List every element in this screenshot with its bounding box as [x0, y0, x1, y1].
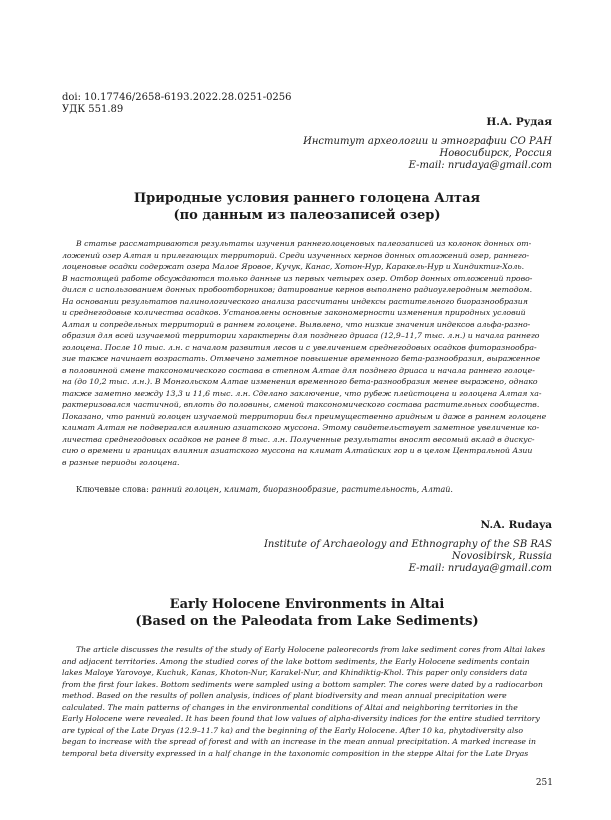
en-abstract-line: The article discusses the results of the study of Early Holocene paleorecords from lake sediment cores from Altai lakes: [76, 645, 546, 654]
ru-institute: Институт археологии и этнографии СО РАН: [303, 136, 552, 147]
article-metadata: [62, 92, 292, 116]
en-abstract-line: began to increase with the spread of forest and with an increase in the mean annual precipitation. A marked increase in: [62, 737, 536, 746]
ru-author-name: Н.А. Рудая: [486, 116, 552, 128]
ru-abstract-line: лоценовые осадки содержат озера Малое Яровое, Кучук, Канас, Хотон-Нур, Каракель-Нур и Хиндиктиг-Холь.: [62, 262, 525, 271]
ru-title-line: (по данным из палеозаписей озер): [173, 208, 441, 223]
ru-abstract-line: рактеризовался частичной, вплоть до половины, сменой таксономического состава растительных сообществ.: [62, 400, 540, 409]
en-abstract-line: temporal beta diversity expressed in a half change in the taxonomic composition in the steppe Altai for the Late Dryas: [62, 748, 529, 758]
en-institute: Institute of Archaeology and Ethnography of the SB RAS: [263, 539, 552, 550]
en-affiliation: [264, 539, 552, 575]
en-abstract-line: Early Holocene were revealed. It has been found that low values of alpha-diversity indices for the entire studied territory: [62, 714, 540, 723]
ru-affiliation: [303, 136, 552, 172]
ru-abstract-line: личества среднегодовых осадков не ранее 8 тыс. л.н. Полученные результаты вносят весомый вклад в дискус-: [62, 434, 535, 444]
en-title: [62, 596, 552, 630]
ru-abstract-line: дился с использованием донных пробоотборников; датирование кернов выполнено радиоуглеродным методом.: [62, 285, 533, 294]
en-abstract-line: and adjacent territories. Among the studied cores of the lake bottom sediments, the Early Holocene sediments contain: [62, 656, 530, 666]
ru-abstract-line: В настоящей работе обсуждаются только данные из первых четырех озер. Отбор донных отложений прово-: [62, 273, 533, 283]
en-author-block: [264, 519, 552, 575]
en-abstract-line: calculated. The main patterns of changes in the environmental conditions of Altai and neighboring territories in the: [62, 702, 518, 712]
ru-abstract-line: В статье рассматриваются результаты изучения раннеголоценовых палеозаписей из колонок донных от-: [76, 239, 532, 248]
keywords-label: Ключевые слова:: [76, 485, 149, 494]
udk-code: УДК 551.89: [62, 104, 124, 115]
ru-abstract-line: и среднегодовые количества осадков. Установлены основные закономерности изменения природных условий: [62, 308, 526, 317]
ru-title: [62, 190, 552, 224]
ru-abstract-line: Показано, что ранний голоцен изучаемой территории был преимущественно аридным и даже в раннем голоцене: [62, 411, 547, 421]
ru-abstract-line: образия для всей изучаемой территории характерны для позднего дриаса (12,9–11,7 тыс. л.н.) и начала раннего: [62, 331, 540, 340]
ru-abstract: [62, 238, 552, 468]
en-title-line: Early Holocene Environments in Altai: [169, 597, 445, 612]
ru-keywords: [76, 484, 453, 495]
ru-abstract-line: климат Алтая не подвергался влиянию азиатского муссона. Этому свидетельствует заметное увеличение ко-: [62, 423, 540, 432]
ru-city: Новосибирск, Россия: [439, 148, 552, 159]
en-author-name: N.A. Rudaya: [480, 519, 552, 531]
doi: doi: 10.17746/2658-6193.2022.28.0251-0256: [62, 92, 292, 103]
ru-abstract-line: сию о времени и границах влияния азиатского муссона на климат Алтайских гор и в целом Центральной Азии: [62, 446, 533, 455]
ru-email: E-mail: nrudaya@gmail.com: [408, 160, 552, 171]
en-abstract-line: lakes Maloye Yarovoye, Kuchuk, Kanas, Khoton-Nur, Karakel-Nur, and Khindiktig-Khol. This paper only considers data: [62, 668, 528, 677]
ru-author-block: [303, 116, 552, 172]
en-city: Novosibirsk, Russia: [451, 551, 552, 562]
keywords-list: ранний голоцен, климат, биоразнообразие, растительность, Алтай.: [148, 485, 453, 494]
ru-abstract-line: На основании результатов палинологического анализа рассчитаны индексы растительного биоразнообразия: [62, 296, 528, 306]
ru-abstract-line: ложений озер Алтая и прилегающих территорий. Среди изученных кернов донных отложений озер, раннего-: [62, 250, 530, 260]
en-abstract-line: are typical of the Late Dryas (12.9–11.7 ka) and the beginning of the Early Holocene. After 10 ka, phytodiversity also: [62, 725, 523, 735]
ru-abstract-line: в разные периоды голоцена.: [62, 457, 180, 467]
ru-abstract-line: зие также начинает возрастать. Отмечено заметное повышение временного бета-разнообразия, выраженное: [62, 354, 541, 363]
en-title-line: (Based on the Paleodata from Lake Sediments): [135, 614, 479, 629]
en-abstract-line: method. Based on the results of pollen analysis, indices of plant biodiversity and mean annual precipitation were: [62, 691, 507, 700]
en-abstract-line: from the first four lakes. Bottom sediments were sampled using a bottom sampler. The cores were dated by a radiocarbon: [62, 679, 543, 689]
en-email: E-mail: nrudaya@gmail.com: [408, 563, 552, 574]
ru-abstract-line: голоцена. После 10 тыс. л.н. с началом развития лесов и с увеличением среднегодовых осадков фиторазнообра-: [62, 342, 537, 352]
ru-abstract-line: Алтая и сопредельных территорий в раннем голоцене. Выявлено, что низкие значения индексов альфа-разно-: [62, 319, 531, 329]
ru-abstract-line: на (до 10,2 тыс. л.н.). В Монгольском Алтае изменения временного бета-разнообразия менее выражено, однако: [62, 377, 538, 386]
page-number: 251: [535, 778, 553, 788]
ru-abstract-line: также заметно между 13,3 и 11,6 тыс. л.н. Сделано заключение, что рубеж плейстоцена и голоцена Алтая ха-: [62, 388, 542, 398]
en-abstract: [62, 644, 552, 759]
ru-title-line: Природные условия раннего голоцена Алтая: [133, 191, 481, 206]
ru-abstract-line: в половинной смене таксономического состава в степном Алтае для позднего дриаса и начала раннего голоце-: [62, 365, 535, 375]
